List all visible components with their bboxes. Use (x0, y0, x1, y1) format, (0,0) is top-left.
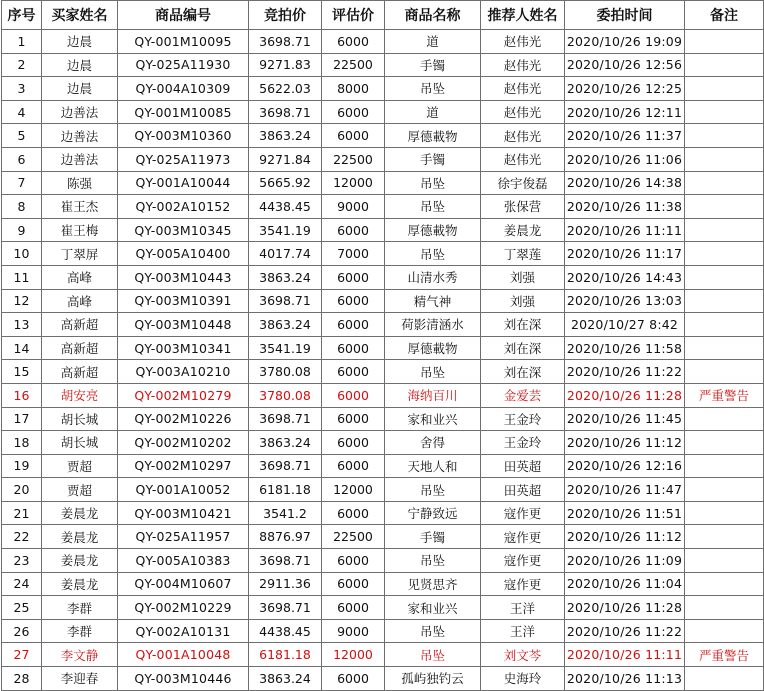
cell-code: QY-002A10131 (118, 619, 249, 643)
cell-bid: 6181.18 (249, 643, 322, 667)
cell-product: 吊坠 (385, 478, 481, 502)
table-row (2, 289, 764, 313)
cell-code: QY-005A10400 (118, 242, 249, 266)
cell-product: 家和业兴 (385, 596, 481, 620)
cell-referrer: 寇作更 (481, 501, 565, 525)
cell-valuation: 12000 (322, 643, 385, 667)
cell-seq: 2 (2, 53, 42, 77)
cell-note (685, 124, 764, 148)
cell-buyer: 高新超 (42, 360, 118, 384)
cell-note: 严重警告 (685, 643, 764, 667)
header-referrer: 推荐人姓名 (481, 1, 565, 30)
cell-product: 舍得 (385, 431, 481, 455)
cell-seq: 27 (2, 643, 42, 667)
header-buyer: 买家姓名 (42, 1, 118, 30)
cell-bid: 3698.71 (249, 454, 322, 478)
cell-bid: 4017.74 (249, 242, 322, 266)
header-product: 商品名称 (385, 1, 481, 30)
cell-seq: 24 (2, 572, 42, 596)
table-row (2, 124, 764, 148)
cell-time: 2020/10/26 14:43 (565, 265, 685, 289)
cell-referrer: 刘强 (481, 265, 565, 289)
cell-bid: 9271.83 (249, 53, 322, 77)
cell-time: 2020/10/26 11:28 (565, 383, 685, 407)
cell-buyer: 边晨 (42, 77, 118, 101)
cell-valuation: 6000 (322, 572, 385, 596)
cell-note (685, 478, 764, 502)
cell-referrer: 田英超 (481, 478, 565, 502)
cell-bid: 3863.24 (249, 431, 322, 455)
cell-note (685, 549, 764, 573)
cell-note (685, 53, 764, 77)
cell-buyer: 贾超 (42, 478, 118, 502)
cell-note (685, 572, 764, 596)
cell-valuation: 6000 (322, 265, 385, 289)
cell-note (685, 195, 764, 219)
table-row (2, 454, 764, 478)
cell-valuation: 6000 (322, 100, 385, 124)
cell-seq: 26 (2, 619, 42, 643)
cell-referrer: 刘文芩 (481, 643, 565, 667)
cell-seq: 12 (2, 289, 42, 313)
cell-bid: 6181.18 (249, 478, 322, 502)
cell-valuation: 6000 (322, 549, 385, 573)
cell-code: QY-002M10202 (118, 431, 249, 455)
cell-seq: 11 (2, 265, 42, 289)
cell-valuation: 9000 (322, 195, 385, 219)
table-body (2, 30, 764, 691)
cell-note: 严重警告 (685, 383, 764, 407)
table-row (2, 265, 764, 289)
cell-code: QY-001A10048 (118, 643, 249, 667)
cell-note (685, 30, 764, 54)
table-row (2, 549, 764, 573)
cell-product: 见贤思齐 (385, 572, 481, 596)
header-valuation: 评估价 (322, 1, 385, 30)
cell-buyer: 高新超 (42, 313, 118, 337)
cell-time: 2020/10/26 11:11 (565, 643, 685, 667)
cell-valuation: 7000 (322, 242, 385, 266)
cell-note (685, 171, 764, 195)
table-row (2, 336, 764, 360)
cell-product: 吊坠 (385, 360, 481, 384)
cell-buyer: 崔王梅 (42, 218, 118, 242)
cell-bid: 2911.36 (249, 572, 322, 596)
table-row (2, 360, 764, 384)
table-row (2, 30, 764, 54)
cell-seq: 16 (2, 383, 42, 407)
cell-time: 2020/10/26 13:03 (565, 289, 685, 313)
cell-buyer: 李迎春 (42, 667, 118, 691)
cell-referrer: 王洋 (481, 619, 565, 643)
cell-valuation: 6000 (322, 124, 385, 148)
cell-seq: 22 (2, 525, 42, 549)
cell-buyer: 丁翠屏 (42, 242, 118, 266)
cell-time: 2020/10/26 11:12 (565, 525, 685, 549)
cell-time: 2020/10/26 12:56 (565, 53, 685, 77)
cell-seq: 21 (2, 501, 42, 525)
cell-product: 吊坠 (385, 242, 481, 266)
cell-time: 2020/10/26 11:13 (565, 667, 685, 691)
cell-product: 吊坠 (385, 77, 481, 101)
cell-product: 厚德載物 (385, 336, 481, 360)
cell-referrer: 丁翠莲 (481, 242, 565, 266)
cell-bid: 5622.03 (249, 77, 322, 101)
cell-product: 厚德載物 (385, 124, 481, 148)
table-row (2, 667, 764, 691)
header-bid: 竞拍价 (249, 1, 322, 30)
cell-code: QY-002A10152 (118, 195, 249, 219)
cell-note (685, 525, 764, 549)
cell-referrer: 刘在深 (481, 336, 565, 360)
cell-buyer: 边晨 (42, 53, 118, 77)
cell-code: QY-003M10443 (118, 265, 249, 289)
cell-seq: 28 (2, 667, 42, 691)
cell-code: QY-003M10341 (118, 336, 249, 360)
cell-buyer: 边善法 (42, 124, 118, 148)
header-seq: 序号 (2, 1, 42, 30)
cell-time: 2020/10/26 11:37 (565, 124, 685, 148)
cell-code: QY-001M10095 (118, 30, 249, 54)
cell-bid: 3780.08 (249, 383, 322, 407)
cell-time: 2020/10/27 8:42 (565, 313, 685, 337)
cell-referrer: 寇作更 (481, 549, 565, 573)
cell-referrer: 王金玲 (481, 407, 565, 431)
cell-bid: 8876.97 (249, 525, 322, 549)
cell-bid: 3541.19 (249, 336, 322, 360)
cell-note (685, 218, 764, 242)
cell-product: 厚德載物 (385, 218, 481, 242)
cell-seq: 8 (2, 195, 42, 219)
cell-referrer: 田英超 (481, 454, 565, 478)
cell-product: 吊坠 (385, 643, 481, 667)
cell-seq: 4 (2, 100, 42, 124)
cell-note (685, 619, 764, 643)
cell-valuation: 6000 (322, 383, 385, 407)
cell-code: QY-002M10279 (118, 383, 249, 407)
cell-buyer: 胡安亮 (42, 383, 118, 407)
cell-referrer: 王洋 (481, 596, 565, 620)
cell-time: 2020/10/26 12:25 (565, 77, 685, 101)
cell-buyer: 姜晨龙 (42, 549, 118, 573)
table-row (2, 478, 764, 502)
table-row (2, 218, 764, 242)
cell-referrer: 王金玲 (481, 431, 565, 455)
cell-buyer: 高峰 (42, 265, 118, 289)
table-row (2, 77, 764, 101)
cell-code: QY-025A11957 (118, 525, 249, 549)
cell-product: 家和业兴 (385, 407, 481, 431)
cell-buyer: 姜晨龙 (42, 572, 118, 596)
header-time: 委拍时间 (565, 1, 685, 30)
cell-product: 精气神 (385, 289, 481, 313)
cell-seq: 6 (2, 147, 42, 171)
cell-note (685, 501, 764, 525)
cell-buyer: 高峰 (42, 289, 118, 313)
cell-note (685, 242, 764, 266)
cell-valuation: 6000 (322, 360, 385, 384)
cell-time: 2020/10/26 12:11 (565, 100, 685, 124)
cell-code: QY-025A11973 (118, 147, 249, 171)
cell-product: 孤屿独钓云 (385, 667, 481, 691)
cell-note (685, 265, 764, 289)
cell-referrer: 史海玲 (481, 667, 565, 691)
cell-valuation: 8000 (322, 77, 385, 101)
cell-bid: 3698.71 (249, 596, 322, 620)
table-row (2, 525, 764, 549)
cell-seq: 10 (2, 242, 42, 266)
cell-note (685, 100, 764, 124)
cell-note (685, 77, 764, 101)
cell-valuation: 6000 (322, 30, 385, 54)
cell-code: QY-004M10607 (118, 572, 249, 596)
cell-bid: 3863.24 (249, 313, 322, 337)
cell-seq: 14 (2, 336, 42, 360)
cell-note (685, 289, 764, 313)
cell-referrer: 刘强 (481, 289, 565, 313)
cell-time: 2020/10/26 12:16 (565, 454, 685, 478)
header-row (2, 1, 764, 30)
cell-buyer: 李群 (42, 596, 118, 620)
cell-valuation: 6000 (322, 501, 385, 525)
cell-bid: 9271.84 (249, 147, 322, 171)
cell-bid: 3863.24 (249, 667, 322, 691)
cell-seq: 5 (2, 124, 42, 148)
cell-code: QY-003M10391 (118, 289, 249, 313)
cell-valuation: 6000 (322, 454, 385, 478)
cell-bid: 3780.08 (249, 360, 322, 384)
cell-valuation: 6000 (322, 218, 385, 242)
cell-code: QY-002M10226 (118, 407, 249, 431)
cell-product: 吊坠 (385, 171, 481, 195)
cell-product: 吊坠 (385, 549, 481, 573)
cell-code: QY-005A10383 (118, 549, 249, 573)
cell-buyer: 边晨 (42, 30, 118, 54)
table-row (2, 643, 764, 667)
cell-buyer: 胡长城 (42, 407, 118, 431)
cell-code: QY-003M10446 (118, 667, 249, 691)
cell-buyer: 姜晨龙 (42, 525, 118, 549)
cell-code: QY-025A11930 (118, 53, 249, 77)
cell-code: QY-003M10360 (118, 124, 249, 148)
cell-bid: 5665.92 (249, 171, 322, 195)
cell-time: 2020/10/26 14:38 (565, 171, 685, 195)
cell-referrer: 金爱芸 (481, 383, 565, 407)
table-row (2, 242, 764, 266)
cell-time: 2020/10/26 11:22 (565, 619, 685, 643)
cell-seq: 19 (2, 454, 42, 478)
cell-product: 手镯 (385, 147, 481, 171)
cell-bid: 3863.24 (249, 124, 322, 148)
cell-code: QY-003A10210 (118, 360, 249, 384)
cell-time: 2020/10/26 19:09 (565, 30, 685, 54)
cell-product: 道 (385, 100, 481, 124)
cell-bid: 4438.45 (249, 619, 322, 643)
table-row (2, 501, 764, 525)
cell-referrer: 赵伟光 (481, 30, 565, 54)
table-row (2, 596, 764, 620)
cell-time: 2020/10/26 11:06 (565, 147, 685, 171)
cell-note (685, 667, 764, 691)
cell-bid: 3863.24 (249, 265, 322, 289)
cell-valuation: 6000 (322, 667, 385, 691)
cell-note (685, 431, 764, 455)
auction-records-table (1, 0, 764, 691)
header-code: 商品编号 (118, 1, 249, 30)
cell-note (685, 313, 764, 337)
cell-seq: 9 (2, 218, 42, 242)
cell-buyer: 李文静 (42, 643, 118, 667)
cell-note (685, 360, 764, 384)
cell-code: QY-001M10085 (118, 100, 249, 124)
cell-valuation: 12000 (322, 171, 385, 195)
cell-referrer: 赵伟光 (481, 100, 565, 124)
cell-product: 宁静致远 (385, 501, 481, 525)
table-row (2, 147, 764, 171)
cell-code: QY-003M10448 (118, 313, 249, 337)
cell-referrer: 徐宇俊磊 (481, 171, 565, 195)
cell-time: 2020/10/26 11:47 (565, 478, 685, 502)
cell-valuation: 6000 (322, 289, 385, 313)
cell-valuation: 22500 (322, 53, 385, 77)
cell-time: 2020/10/26 11:04 (565, 572, 685, 596)
cell-referrer: 赵伟光 (481, 124, 565, 148)
cell-product: 山清水秀 (385, 265, 481, 289)
cell-valuation: 12000 (322, 478, 385, 502)
cell-seq: 25 (2, 596, 42, 620)
cell-product: 荷影清涵水 (385, 313, 481, 337)
cell-valuation: 6000 (322, 407, 385, 431)
table-row (2, 619, 764, 643)
cell-referrer: 刘在深 (481, 313, 565, 337)
cell-valuation: 22500 (322, 147, 385, 171)
cell-seq: 23 (2, 549, 42, 573)
cell-referrer: 姜晨龙 (481, 218, 565, 242)
cell-referrer: 赵伟光 (481, 147, 565, 171)
cell-time: 2020/10/26 11:51 (565, 501, 685, 525)
cell-bid: 3698.71 (249, 407, 322, 431)
cell-note (685, 454, 764, 478)
cell-code: QY-001A10052 (118, 478, 249, 502)
cell-time: 2020/10/26 11:12 (565, 431, 685, 455)
table-row (2, 572, 764, 596)
cell-time: 2020/10/26 11:22 (565, 360, 685, 384)
cell-product: 手镯 (385, 525, 481, 549)
table-row (2, 407, 764, 431)
cell-valuation: 6000 (322, 336, 385, 360)
table-row (2, 383, 764, 407)
cell-bid: 3541.2 (249, 501, 322, 525)
table-row (2, 195, 764, 219)
cell-valuation: 9000 (322, 619, 385, 643)
cell-code: QY-004A10309 (118, 77, 249, 101)
table-row (2, 100, 764, 124)
cell-buyer: 胡长城 (42, 431, 118, 455)
cell-bid: 4438.45 (249, 195, 322, 219)
cell-buyer: 李群 (42, 619, 118, 643)
header-note: 备注 (685, 1, 764, 30)
cell-buyer: 贾超 (42, 454, 118, 478)
table-row (2, 171, 764, 195)
cell-note (685, 596, 764, 620)
cell-time: 2020/10/26 11:58 (565, 336, 685, 360)
cell-buyer: 高新超 (42, 336, 118, 360)
cell-bid: 3698.71 (249, 289, 322, 313)
cell-code: QY-002M10229 (118, 596, 249, 620)
cell-valuation: 22500 (322, 525, 385, 549)
table-row (2, 313, 764, 337)
cell-time: 2020/10/26 11:17 (565, 242, 685, 266)
cell-code: QY-001A10044 (118, 171, 249, 195)
cell-time: 2020/10/26 11:09 (565, 549, 685, 573)
cell-time: 2020/10/26 11:38 (565, 195, 685, 219)
cell-code: QY-003M10421 (118, 501, 249, 525)
cell-seq: 7 (2, 171, 42, 195)
cell-bid: 3698.71 (249, 549, 322, 573)
cell-seq: 20 (2, 478, 42, 502)
cell-buyer: 边善法 (42, 100, 118, 124)
cell-buyer: 崔王杰 (42, 195, 118, 219)
cell-note (685, 407, 764, 431)
cell-product: 吊坠 (385, 195, 481, 219)
cell-referrer: 赵伟光 (481, 53, 565, 77)
cell-referrer: 赵伟光 (481, 77, 565, 101)
cell-bid: 3698.71 (249, 30, 322, 54)
cell-valuation: 6000 (322, 596, 385, 620)
cell-seq: 3 (2, 77, 42, 101)
cell-note (685, 336, 764, 360)
cell-bid: 3541.19 (249, 218, 322, 242)
cell-referrer: 张保营 (481, 195, 565, 219)
cell-code: QY-003M10345 (118, 218, 249, 242)
cell-buyer: 边善法 (42, 147, 118, 171)
cell-time: 2020/10/26 11:28 (565, 596, 685, 620)
cell-seq: 17 (2, 407, 42, 431)
cell-product: 道 (385, 30, 481, 54)
cell-product: 天地人和 (385, 454, 481, 478)
cell-valuation: 6000 (322, 313, 385, 337)
cell-seq: 18 (2, 431, 42, 455)
cell-buyer: 姜晨龙 (42, 501, 118, 525)
cell-time: 2020/10/26 11:11 (565, 218, 685, 242)
table-row (2, 431, 764, 455)
cell-code: QY-002M10297 (118, 454, 249, 478)
cell-seq: 1 (2, 30, 42, 54)
cell-product: 手镯 (385, 53, 481, 77)
cell-valuation: 6000 (322, 431, 385, 455)
cell-time: 2020/10/26 11:45 (565, 407, 685, 431)
cell-product: 海纳百川 (385, 383, 481, 407)
cell-referrer: 刘在深 (481, 360, 565, 384)
cell-product: 吊坠 (385, 619, 481, 643)
cell-seq: 15 (2, 360, 42, 384)
cell-buyer: 陈强 (42, 171, 118, 195)
cell-bid: 3698.71 (249, 100, 322, 124)
table-row (2, 53, 764, 77)
cell-referrer: 寇作更 (481, 572, 565, 596)
cell-note (685, 147, 764, 171)
cell-seq: 13 (2, 313, 42, 337)
cell-referrer: 寇作更 (481, 525, 565, 549)
